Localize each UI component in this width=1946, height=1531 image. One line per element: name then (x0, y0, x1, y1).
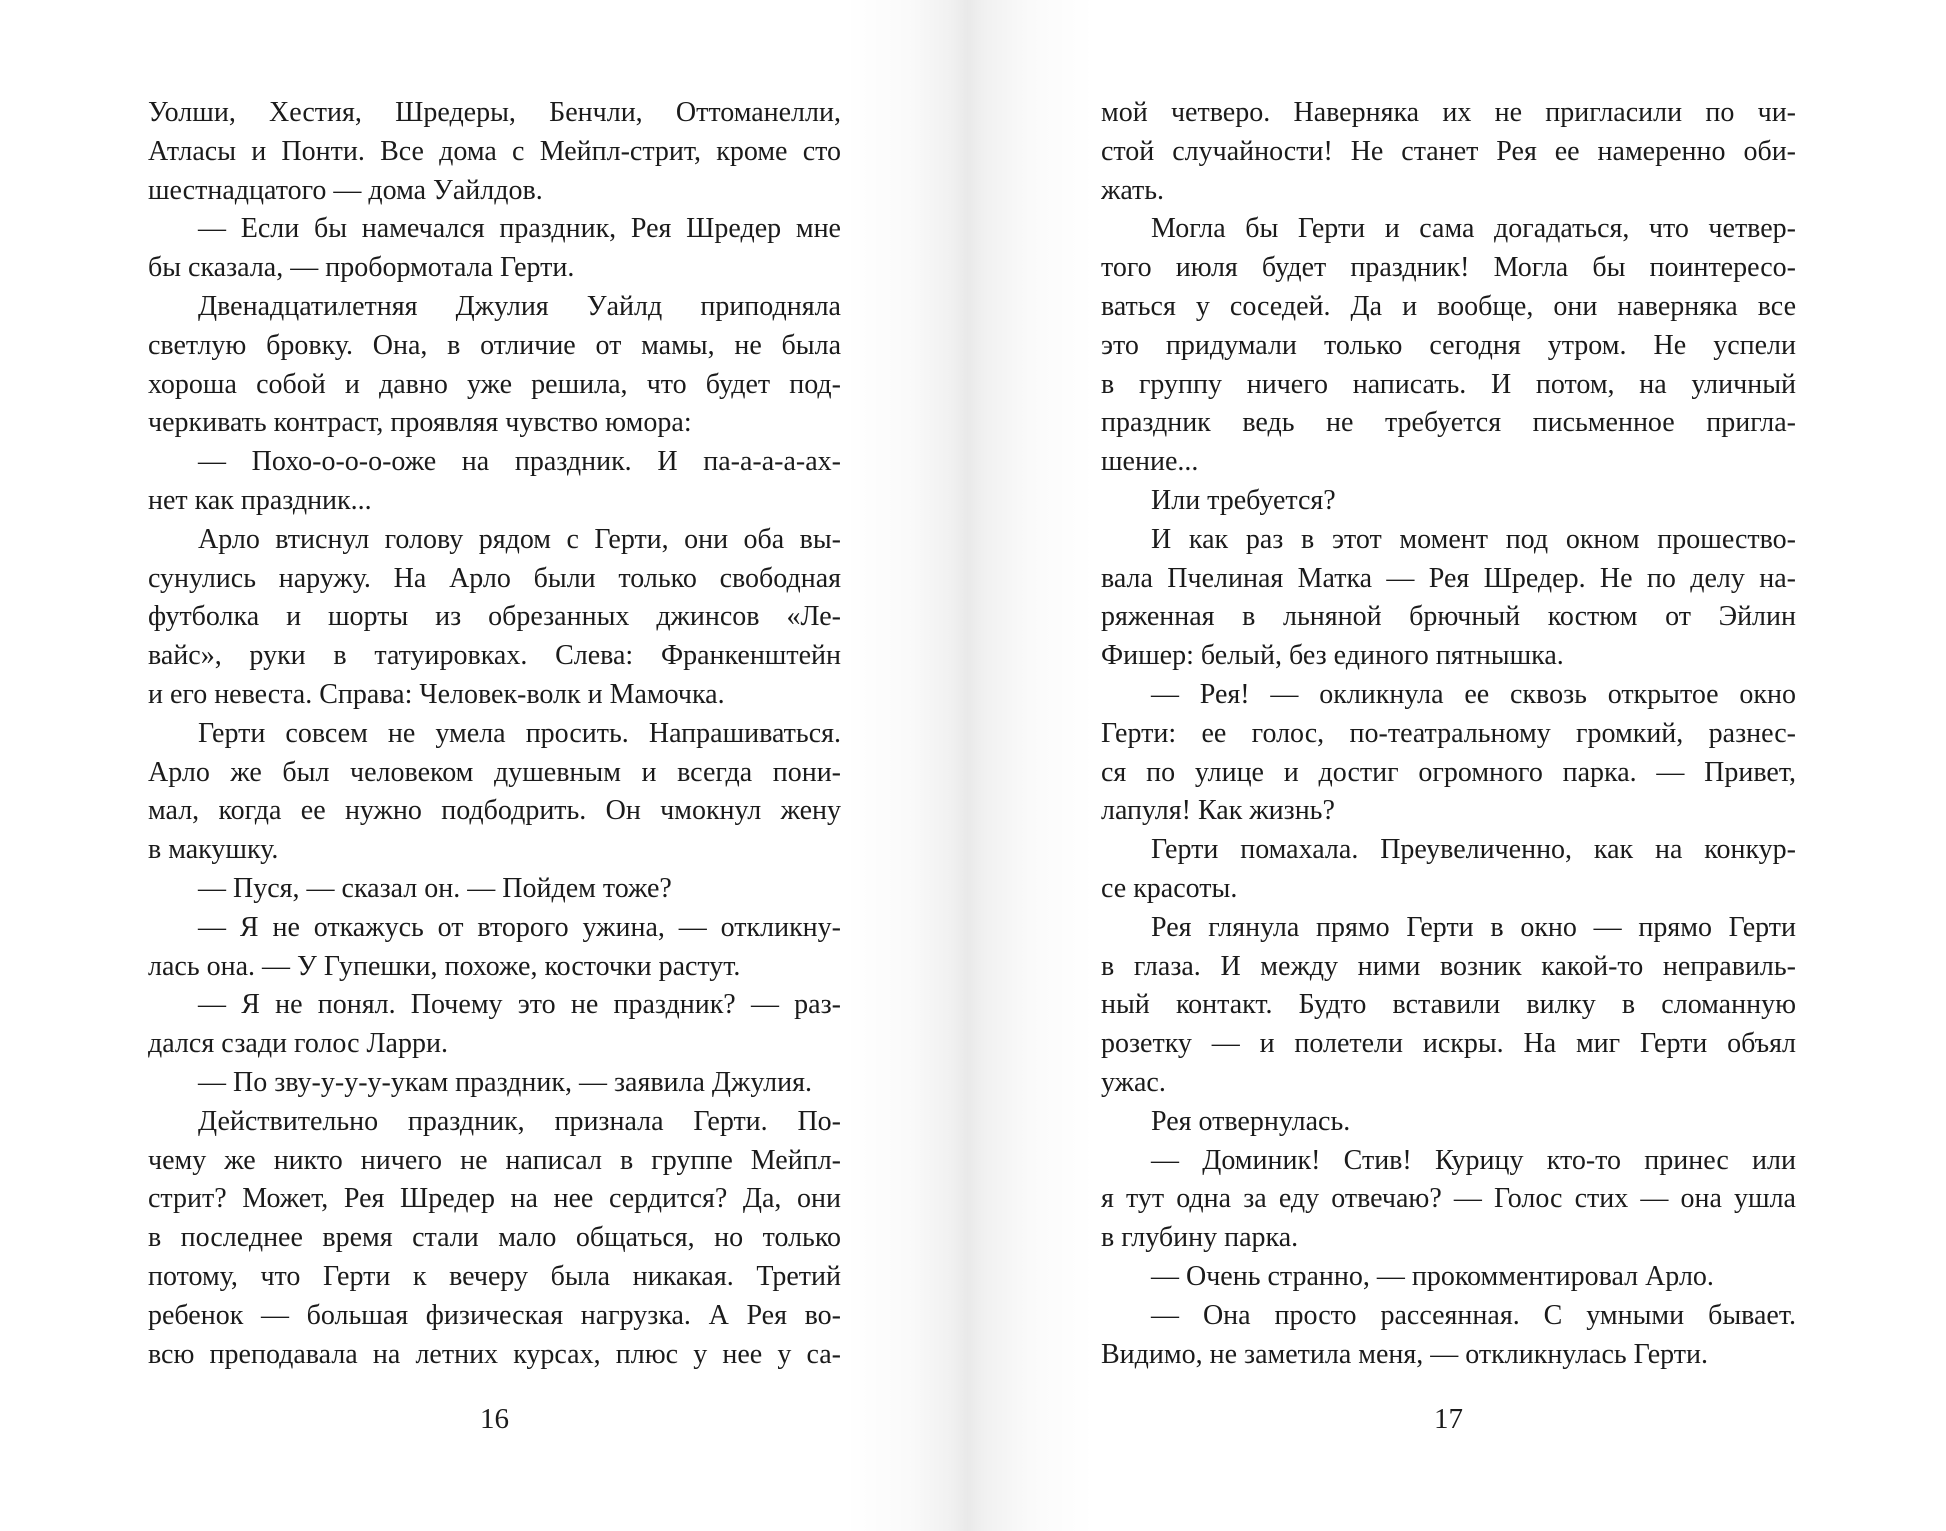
text-line: — Пуся, — сказал он. — Пойдем тоже? (198, 872, 672, 904)
text-line: дался сзади голос Ларри. (148, 1028, 448, 1060)
text-line: — Рея! — окликнула ее сквозь открытое окно (1151, 678, 1796, 710)
text-line: Арло же был человеком душевным и всегда пони- (148, 756, 841, 788)
text-line: светлую бровку. Она, в отличие от мамы, не была (148, 329, 841, 361)
text-line: в последнее время стали мало общаться, но только (148, 1222, 841, 1254)
page-left-number: 16 (480, 1403, 509, 1435)
text-line: Видимо, не заметила меня, — откликнулась Герти. (1101, 1338, 1709, 1370)
text-line: бы сказала, — пробормотала Герти. (148, 252, 575, 284)
text-line: Рея отвернулась. (1151, 1105, 1351, 1137)
text-line: — Я не понял. Почему это не праздник? — раз- (198, 989, 841, 1021)
text-line: розетку — и полетели искры. На миг Герти объял (1101, 1028, 1796, 1060)
text-line: ный контакт. Будто вставили вилку в сломанную (1101, 989, 1796, 1021)
text-line: се красоты. (1101, 872, 1238, 904)
text-line: лапуля! Как жизнь? (1101, 795, 1335, 827)
text-line: — Я не откажусь от второго ужина, — откликну- (198, 911, 841, 943)
text-line: Действительно праздник, признала Герти. По- (198, 1105, 841, 1137)
text-line: того июля будет праздник! Могла бы поинтересо- (1101, 252, 1796, 284)
text-line: Герти совсем не умела просить. Напрашиваться. (198, 717, 841, 749)
text-line: ваться у соседей. Да и вообще, они наверняка все (1101, 290, 1796, 322)
text-line: и его невеста. Справа: Человек-волк и Мамочка. (148, 678, 725, 710)
text-line: сунулись наружу. На Арло были только свободная (148, 562, 841, 594)
text-line: чему же никто ничего не написал в группе Мейпл- (148, 1144, 841, 1176)
text-line: — Похо-о-о-о-оже на праздник. И па-а-а-а-ах- (198, 446, 841, 478)
book-gutter-shadow (845, 0, 1095, 1531)
text-line: Двенадцатилетняя Джулия Уайлд приподняла (198, 290, 841, 322)
page-right-number: 17 (1434, 1403, 1463, 1435)
text-line: вайс», руки в татуировках. Слева: Франкенштейн (148, 640, 841, 672)
page-right-text (1101, 94, 1796, 1374)
text-line: жать. (1101, 174, 1165, 206)
text-line: праздник ведь не требуется письменное пригла- (1101, 407, 1796, 439)
text-line: ся по улице и достиг огромного парка. — Привет, (1101, 756, 1796, 788)
text-line: в глубину парка. (1101, 1222, 1299, 1254)
text-line: — Если бы намечался праздник, Рея Шредер мне (198, 213, 841, 245)
text-line: я тут одна за еду отвечаю? — Голос стих — она ушла (1101, 1183, 1796, 1215)
text-line: Фишер: белый, без единого пятнышка. (1101, 640, 1564, 672)
text-line: стрит? Может, Рея Шредер на нее сердится? Да, они (148, 1183, 841, 1215)
text-line: ребенок — большая физическая нагрузка. А Рея во- (148, 1299, 841, 1331)
text-line: лась она. — У Гупешки, похоже, косточки растут. (148, 950, 741, 982)
text-line: всю преподавала на летних курсах, плюс у нее у са- (148, 1338, 841, 1370)
page-left-text (148, 94, 841, 1374)
text-line: стой случайности! Не станет Рея ее намеренно оби- (1101, 135, 1796, 167)
text-line: в макушку. (148, 834, 279, 866)
text-line: Арло втиснул голову рядом с Герти, они оба вы- (198, 523, 841, 555)
text-line: — Очень странно, — прокомментировал Арло. (1151, 1260, 1714, 1292)
text-line: это придумали только сегодня утром. Не успели (1101, 329, 1796, 361)
text-line: в группу ничего написать. И потом, на уличный (1101, 368, 1796, 400)
text-line: футболка и шорты из обрезанных джинсов «Ле- (148, 601, 841, 633)
text-line: ужас. (1101, 1066, 1166, 1098)
text-line: Герти помахала. Преувеличенно, как на конкур- (1151, 834, 1796, 866)
text-line: Герти: ее голос, по-театральному громкий, разнес- (1101, 717, 1796, 749)
text-line: И как раз в этот момент под окном прошество- (1151, 523, 1796, 555)
text-line: Могла бы Герти и сама догадаться, что четвер- (1151, 213, 1796, 245)
text-line: Атласы и Понти. Все дома с Мейпл-стрит, кроме сто (148, 135, 841, 167)
text-line: вала Пчелиная Матка — Рея Шредер. Не по делу на- (1101, 562, 1796, 594)
text-line: мал, когда ее нужно подбодрить. Он чмокнул жену (148, 795, 841, 827)
text-line: черкивать контраст, проявляя чувство юмора: (148, 407, 692, 439)
text-line: Уолши, Хестия, Шредеры, Бенчли, Оттоманелли, (148, 97, 841, 128)
text-line: потому, что Герти к вечеру была никакая. Третий (148, 1260, 841, 1292)
text-line: Рея глянула прямо Герти в окно — прямо Герти (1151, 911, 1796, 943)
text-line: — Доминик! Стив! Курицу кто-то принес или (1151, 1144, 1796, 1176)
text-line: шестнадцатого — дома Уайлдов. (148, 174, 543, 206)
text-line: Или требуется? (1151, 484, 1336, 516)
text-line: мой четверо. Наверняка их не пригласили по чи- (1101, 97, 1796, 128)
text-line: — По зву-у-у-у-укам праздник, — заявила Джулия. (198, 1066, 812, 1098)
text-line: — Она просто рассеянная. С умными бывает. (1151, 1299, 1796, 1331)
text-line: в глаза. И между ними возник какой-то неправиль- (1101, 950, 1796, 982)
text-line: ряженная в льняной брючный костюм от Эйлин (1101, 601, 1796, 633)
text-line: хороша собой и давно уже решила, что будет под- (148, 368, 841, 400)
text-line: шение... (1101, 446, 1199, 478)
text-line: нет как праздник... (148, 484, 372, 516)
